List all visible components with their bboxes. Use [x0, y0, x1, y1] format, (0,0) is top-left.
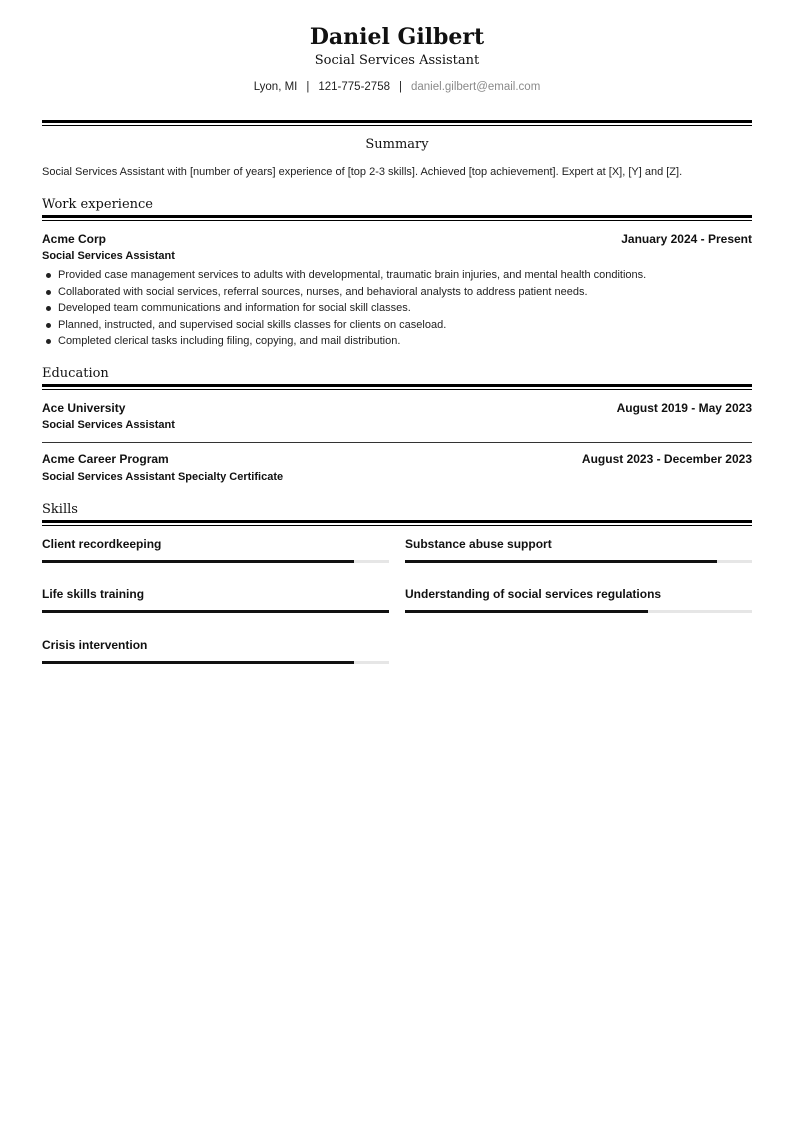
- job-dates: January 2024 - Present: [621, 232, 752, 246]
- work-divider: [42, 215, 752, 221]
- education-item-header: [42, 452, 752, 466]
- contact-separator: |: [306, 81, 310, 93]
- header-divider: [42, 120, 752, 126]
- phone-text: 121-775-2758: [318, 81, 390, 93]
- list-item: Provided case management services to adults with developmental, traumatic brain injuries, and mental health conditions.: [42, 267, 752, 284]
- job-header: [42, 232, 752, 246]
- skill-name: Life skills training: [42, 587, 145, 601]
- skill-item: [42, 638, 389, 664]
- skill-level-bar: [405, 610, 648, 613]
- education-school: Ace University: [42, 401, 126, 415]
- education-item-header: [42, 401, 752, 415]
- candidate-name: Daniel Gilbert: [309, 24, 485, 50]
- skill-level-track: [42, 560, 389, 563]
- skill-name: Understanding of social services regulations: [405, 587, 662, 601]
- education-dates: August 2023 - December 2023: [581, 452, 752, 466]
- education-heading: Education: [42, 366, 109, 381]
- skill-level-bar: [42, 661, 354, 664]
- education-item-divider: [42, 442, 752, 443]
- job-bullet-list: [42, 267, 752, 350]
- skill-level-track: [405, 560, 752, 563]
- skills-heading: Skills: [42, 502, 78, 517]
- skill-item: [405, 537, 752, 563]
- skill-name: Crisis intervention: [42, 638, 148, 652]
- education-school: Acme Career Program: [42, 452, 169, 466]
- education-divider: [42, 384, 752, 390]
- job-company: Acme Corp: [42, 232, 107, 246]
- skill-level-bar: [42, 560, 354, 563]
- skill-item: [405, 587, 752, 613]
- contact-line: [42, 81, 752, 93]
- job-role: Social Services Assistant: [42, 250, 175, 262]
- education-degree: Social Services Assistant Specialty Certificate: [42, 471, 284, 483]
- list-item: Collaborated with social services, referral sources, nurses, and behavioral analysts to address patient needs.: [42, 284, 752, 301]
- summary-heading: Summary: [365, 137, 429, 152]
- skill-level-bar: [42, 610, 389, 613]
- skill-name: Substance abuse support: [405, 537, 552, 551]
- skill-level-bar: [405, 560, 717, 563]
- skill-level-track: [405, 610, 752, 613]
- list-item: Planned, instructed, and supervised social skills classes for clients on caseload.: [42, 317, 752, 334]
- list-item: Completed clerical tasks including filing, copying, and mail distribution.: [42, 333, 752, 350]
- skill-name: Client recordkeeping: [42, 537, 162, 551]
- skill-level-track: [42, 661, 389, 664]
- education-degree: Social Services Assistant: [42, 419, 175, 431]
- list-item: Developed team communications and information for social skill classes.: [42, 300, 752, 317]
- work-experience-heading: Work experience: [42, 197, 153, 212]
- skill-item: [42, 537, 389, 563]
- location-text: Lyon, MI: [253, 81, 298, 93]
- summary-text: Social Services Assistant with [number of years] experience of [top 2-3 skills]. Achieved [top achievement]. Expert at [X], [Y] and [Z].: [42, 166, 683, 178]
- candidate-title: Social Services Assistant: [314, 53, 480, 68]
- skill-level-track: [42, 610, 389, 613]
- email-link[interactable]: daniel.gilbert@email.com: [411, 81, 541, 93]
- skills-divider: [42, 520, 752, 526]
- skill-item: [42, 587, 389, 613]
- contact-separator: |: [399, 81, 402, 93]
- education-dates: August 2019 - May 2023: [616, 401, 752, 415]
